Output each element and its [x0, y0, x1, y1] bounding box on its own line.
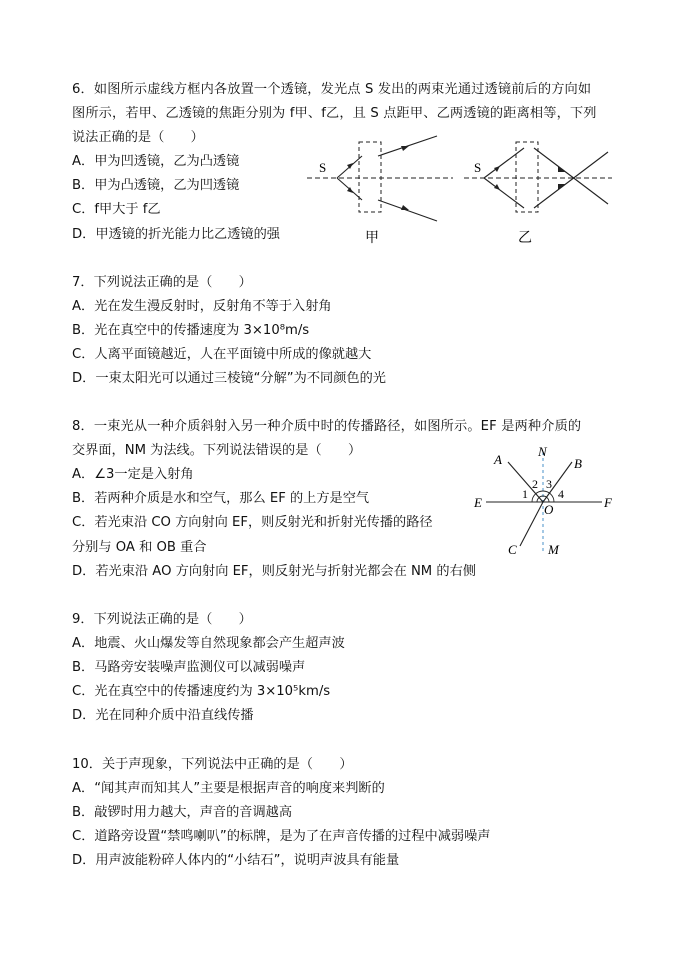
- q8-stem-line1: 8．一束光从一种介质斜射入另一种介质中时的传播路径，如图所示。EF 是两种介质的: [72, 419, 582, 434]
- q8-option-d: D．若光束沿 AO 方向射向 EF，则反射光与折射光都会在 NM 的右侧: [72, 564, 476, 579]
- q8-stem-line2: 交界面，NM 为法线。下列说法错误的是（ ）: [72, 443, 362, 458]
- label-e: E: [474, 495, 482, 510]
- q6-option-b: B．甲为凸透镜，乙为凹透镜: [72, 178, 240, 193]
- label-a: A: [494, 452, 502, 467]
- lens-jia-source-label: S: [319, 160, 327, 175]
- angle-4-label: 4: [558, 487, 564, 501]
- q6-option-d: D．甲透镜的折光能力比乙透镜的强: [72, 227, 280, 242]
- q8-option-c: C．若光束沿 CO 方向射向 EF，则反射光和折射光传播的路径: [72, 515, 433, 530]
- lens-yi-caption: 乙: [518, 231, 532, 246]
- label-n: N: [538, 444, 547, 459]
- q6-stem-line3: 说法正确的是（ ）: [72, 130, 204, 145]
- q6-option-a: A．甲为凹透镜，乙为凸透镜: [72, 154, 240, 169]
- label-c: C: [508, 542, 517, 557]
- q7-option-a: A．光在发生漫反射时，反射角不等于入射角: [72, 299, 332, 314]
- q6-stem-line2: 图所示，若甲、乙透镜的焦距分别为 f甲、f乙，且 S 点距甲、乙两透镜的距离相等，下列: [72, 106, 597, 121]
- angle-1-label: 1: [522, 487, 528, 501]
- q9-option-d: D．光在同种介质中沿直线传播: [72, 708, 254, 723]
- q10-option-a: A．“闻其声而知其人”主要是根据声音的响度来判断的: [72, 781, 385, 796]
- lens-figure-jia: [305, 128, 455, 250]
- q9-option-a: A．地震、火山爆发等自然现象都会产生超声波: [72, 636, 345, 651]
- q10-option-c: C．道路旁设置“禁鸣喇叭”的标牌，是为了在声音传播的过程中减弱噪声: [72, 829, 491, 844]
- q7-option-c: C．人离平面镜越近，人在平面镜中所成的像就越大: [72, 347, 372, 362]
- label-o: O: [544, 502, 554, 517]
- q8-option-c-cont: 分别与 OA 和 OB 重合: [72, 540, 207, 555]
- q9-option-c: C．光在真空中的传播速度约为 3×10⁵km/s: [72, 684, 331, 699]
- lens-jia-caption: 甲: [365, 231, 379, 246]
- label-f: F: [604, 495, 612, 510]
- angle-3-label: 3: [546, 477, 552, 491]
- q10-option-b: B．敲锣时用力越大，声音的音调越高: [72, 805, 293, 820]
- q7-stem: 7．下列说法正确的是（ ）: [72, 275, 252, 290]
- q7-option-d: D．一束太阳光可以通过三棱镜“分解”为不同颜色的光: [72, 371, 386, 386]
- refraction-figure: [468, 442, 618, 560]
- lens-yi-source-label: S: [474, 160, 482, 175]
- q8-option-a: A．∠3一定是入射角: [72, 467, 194, 482]
- label-m: M: [548, 542, 559, 557]
- lens-figure-yi: [462, 128, 622, 250]
- q10-stem: 10．关于声现象，下列说法中正确的是（ ）: [72, 757, 353, 772]
- q9-stem: 9．下列说法正确的是（ ）: [72, 612, 252, 627]
- q10-option-d: D．用声波能粉碎人体内的“小结石”，说明声波具有能量: [72, 853, 400, 868]
- q6-stem-line1: 6．如图所示虚线方框内各放置一个透镜，发光点 S 发出的两束光通过透镜前后的方向如: [72, 82, 592, 97]
- q7-option-b: B．光在真空中的传播速度为 3×10⁸m/s: [72, 323, 310, 338]
- label-b: B: [574, 456, 582, 471]
- q9-option-b: B．马路旁安装噪声监测仪可以减弱噪声: [72, 660, 306, 675]
- q6-option-c: C．f甲大于 f乙: [72, 202, 161, 217]
- q8-option-b: B．若两种介质是水和空气，那么 EF 的上方是空气: [72, 491, 370, 506]
- angle-2-label: 2: [532, 477, 538, 491]
